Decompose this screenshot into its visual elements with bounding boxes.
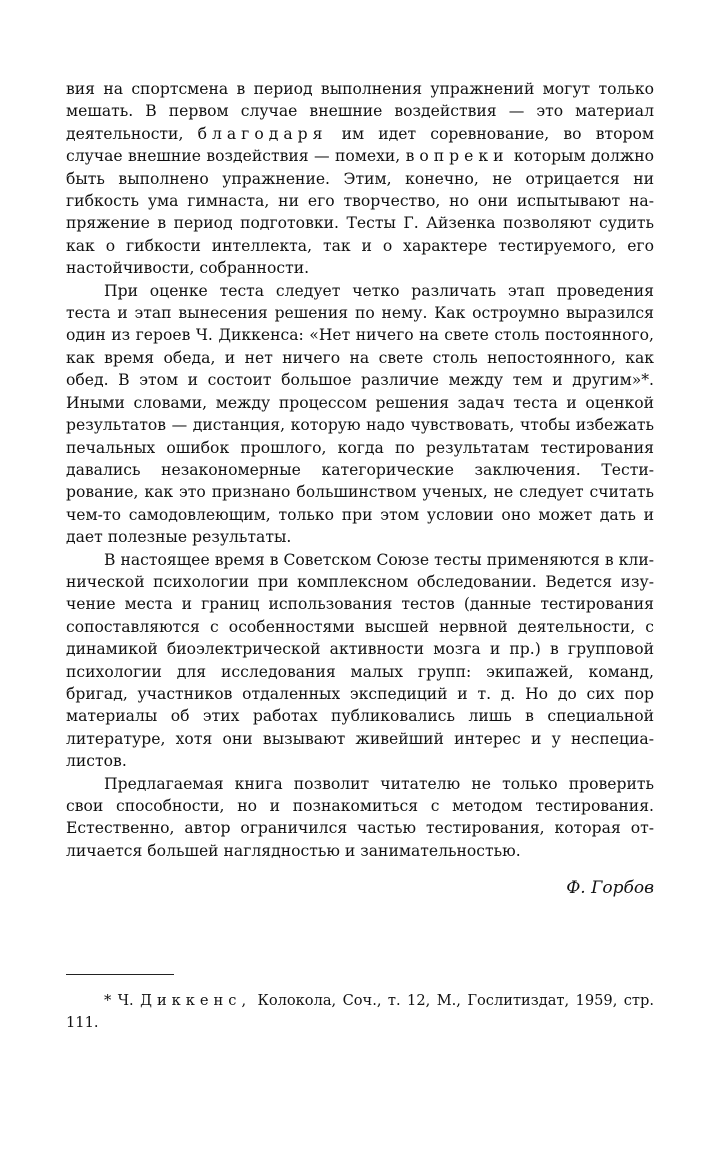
footnote-divider <box>66 974 174 975</box>
paragraph-text: При оценке теста следует четко различать этап проведения теста и этап вынесения решения по нему. Как остроумно выразился один из героев Ч. Диккенса: «Нет ничего на свете столь постоянного, как время обеда, и нет ничего на свете столь непостоянного, как обед. В этом и состоит большое различие между тем и другим»*. Иными словами, между процессом решения задач теста и оценкой результатов — дистанция, которую надо чувствовать, чтобы избежать печальных ошибок прошлого, когда по результатам тестирования давались незакономерные категорические заключения. Тестирование, как это признано большинством ученых, не следует считать чем-то самодовлеющим, только при этом условии оно может дать и дает полезные результаты. <box>66 281 654 547</box>
page-body <box>66 78 654 900</box>
footnote-citation: Колокола, Соч., т. 12, М., Гослитиздат, 1959, стр. 111. <box>66 992 654 1031</box>
spaced-emphasis-text: благодаря <box>197 124 328 143</box>
paragraph-text: им идет соревнование, во втором случае внешние воздействия — помехи, <box>66 124 655 166</box>
paragraph-1 <box>66 78 654 280</box>
footnote <box>66 990 654 1034</box>
paragraph-4 <box>66 773 654 863</box>
author-signature: Ф. Горбов <box>566 878 654 899</box>
footnote-author: Диккенс, <box>140 992 252 1009</box>
paragraph-3 <box>66 549 654 773</box>
spaced-emphasis-text: вопреки <box>405 147 509 166</box>
paragraph-text: Предлагаемая книга позволит читателю не только проверить свои способности, но и познакомиться с методом тестирования. Естественно, автор ограничился частью тестирования, которая отличается большей наглядностью и занимательностью. <box>66 774 654 860</box>
paragraph-text: вия на спортсмена в период выполнения упражнений могут только мешать. В первом случае внешние воздействия — это материал деятельности, <box>66 80 654 143</box>
paragraph-text: которым должно быть выполнено упражнение. Этим, конечно, не отрицается ни гибкость ума гимнаста, ни его творчество, но они испытывают напряжение в период подготовки. Тесты Г. Айзенка позволяют судить как о гибкости интеллекта, так и о характере тестируемого, его настойчивости, собранности. <box>66 147 655 278</box>
footnote-marker: * Ч. <box>104 992 141 1009</box>
paragraph-text: В настоящее время в Советском Союзе тесты применяются в клинической психологии при комплексном обследовании. Ведется изучение места и границ использования тестов (данные тестирования сопоставляются с особенностями высшей нервной деятельности, с динамикой биоэлектрической активности мозга и пр.) в групповой психологии для исследования малых групп: экипажей, команд, бригад, участников отдаленных экспедиций и т. д. Но до сих пор материалы об этих работах публиковались лишь в специальной литературе, хотя они вызывают живейший интерес и у неспециалистов. <box>66 550 654 771</box>
paragraph-2 <box>66 280 654 549</box>
